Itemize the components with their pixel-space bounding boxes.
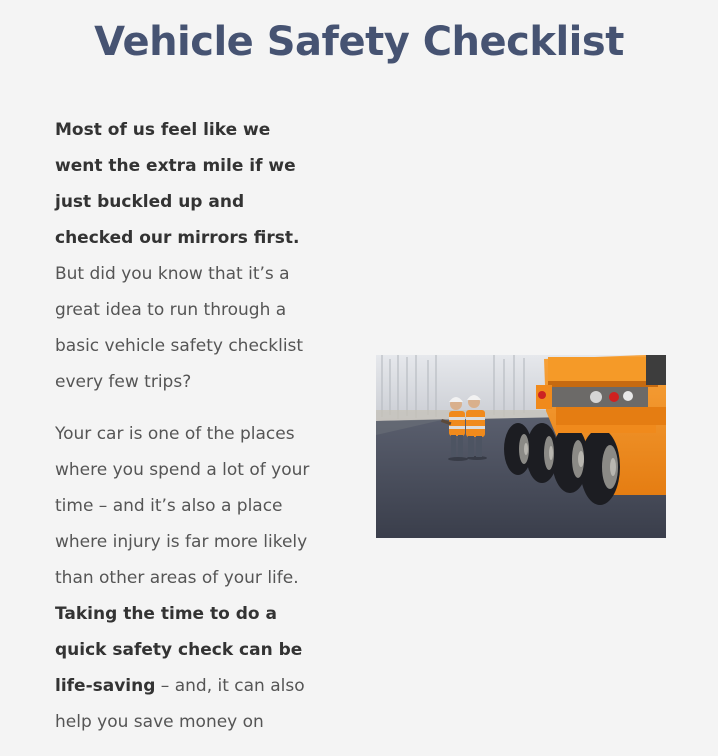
second-rest-text: – and, it can also help you save money on [55, 676, 305, 732]
intro-rest-text: But did you know that it’s a great idea to run through a basic vehicle safety checklist every few trips? [55, 264, 304, 392]
second-paragraph [55, 416, 317, 740]
page-title: Vehicle Safety Checklist [94, 19, 624, 65]
article-body [55, 112, 317, 756]
intro-bold-lead: Most of us feel like we went the extra mile if we just buckled up and checked our mirrors first. [55, 120, 300, 248]
second-bold-text: Taking the time to do a quick safety check can be life-saving [55, 604, 303, 696]
road-roller-illustration [376, 355, 666, 538]
road-roller-photo [376, 355, 666, 538]
second-intro-text: Your car is one of the places where you spend a lot of your time – and it’s also a place where injury is far more likely than other areas of your life. [55, 424, 310, 588]
intro-paragraph [55, 112, 317, 400]
